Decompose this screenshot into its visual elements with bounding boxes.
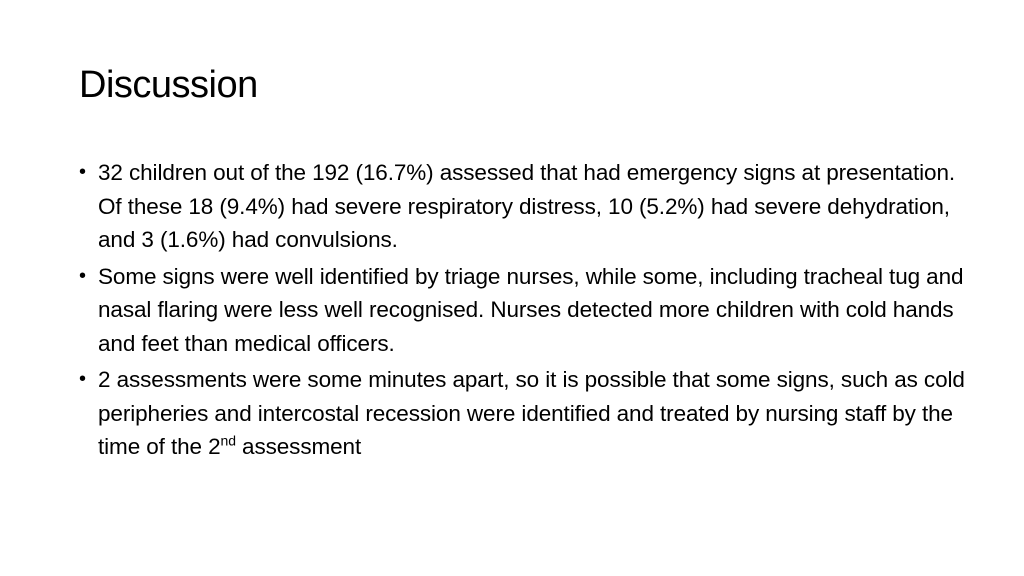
- bullet-icon: •: [79, 368, 86, 390]
- ordinal-superscript: nd: [220, 432, 236, 449]
- bullet-text: Some signs were well identified by triage nurses, while some, including tracheal tug and nasal flaring were less well recognised. Nurses detected more children with cold hands and feet than medical officers.: [98, 263, 964, 356]
- bullet-text: 32 children out of the 192 (16.7%) assessed that had emergency signs at presentation. Of these 18 (9.4%) had severe respiratory distress, 10 (5.2%) had severe dehydration, and 3 (1.6%) had convulsions.: [98, 160, 956, 252]
- bullet-icon: •: [79, 264, 86, 287]
- bullet-text-after: assessment: [235, 434, 362, 459]
- bullet-item: [79, 260, 979, 361]
- bullet-icon: •: [79, 161, 86, 183]
- bullet-item: [79, 156, 979, 257]
- bullet-list: [79, 156, 979, 467]
- slide-title: Discussion: [79, 64, 258, 106]
- bullet-item: [79, 363, 979, 464]
- bullet-text: [98, 367, 965, 459]
- bullet-text-before: 2 assessments were some minutes apart, so it is possible that some signs, such as cold peripheries and intercostal recession were identified and treated by nursing staff by the time of the 2: [98, 367, 965, 459]
